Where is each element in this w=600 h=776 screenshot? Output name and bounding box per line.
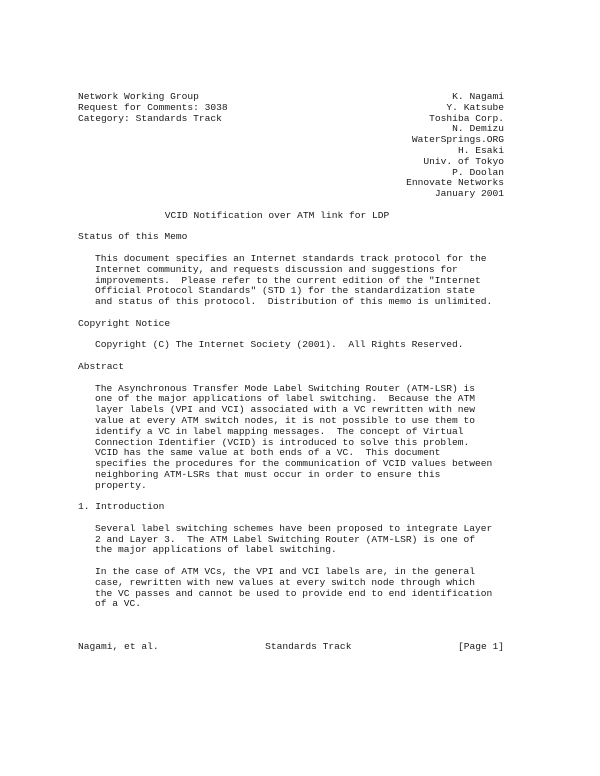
status-paragraph <box>78 254 504 308</box>
header-right-line: P. Doolan <box>452 166 504 178</box>
section-heading-introduction: 1. Introduction <box>78 501 165 513</box>
header-right-line: Toshiba Corp. <box>429 112 504 124</box>
footer-category: Standards Track <box>265 641 352 652</box>
header-left-line: Request for Comments: 3038 <box>78 101 228 113</box>
header-left-line: Category: Standards Track <box>78 112 222 124</box>
document-title: VCID Notification over ATM link for LDP <box>164 209 390 221</box>
header-right-line: N. Demizu <box>452 123 504 135</box>
header-right-line: WaterSprings.ORG <box>411 134 504 146</box>
header-row <box>78 103 504 114</box>
header-right-line: Ennovate Networks <box>406 177 504 189</box>
text-line: the major applications of label switching. <box>95 544 337 556</box>
text-line: and status of this protocol. Distribution of this memo is unlimited. <box>95 296 493 308</box>
text-line: In the case of ATM VCs, the VPI and VCI labels are, in the general <box>95 566 475 578</box>
text-line: Copyright (C) The Internet Society (2001). All Rights Reserved. <box>95 339 464 351</box>
section-heading-copyright: Copyright Notice <box>78 317 171 329</box>
header-right-line: January 2001 <box>434 188 504 200</box>
header-row <box>78 114 504 125</box>
footer-page-number: [Page 1] <box>457 641 504 652</box>
header-right-line: K. Nagami <box>452 91 504 102</box>
text-line: one of the major applications of label switching. Because the ATM <box>95 393 475 405</box>
page-footer <box>78 642 504 653</box>
text-line: neighboring ATM-LSRs that must occur in order to ensure this <box>95 468 441 480</box>
text-line: specifies the procedures for the communication of VCID values between <box>95 458 493 470</box>
text-line: the VC passes and cannot be used to provide end to end identification <box>95 587 493 599</box>
footer-authors: Nagami, et al. <box>78 641 159 652</box>
header-right-line: Y. Katsube <box>446 101 504 113</box>
text-line: The Asynchronous Transfer Mode Label Switching Router (ATM-LSR) is <box>95 382 475 394</box>
header-right-line: H. Esaki <box>457 144 504 156</box>
text-line: of a VC. <box>95 598 142 610</box>
text-line: property. <box>95 479 147 491</box>
section-heading-status: Status of this Memo <box>78 231 188 243</box>
text-line: This document specifies an Internet standards track protocol for the <box>95 252 487 264</box>
rfc-page <box>78 92 504 610</box>
text-line: identify a VC in label mapping messages. The concept of Virtual <box>95 425 464 437</box>
introduction-paragraph-1 <box>78 524 504 556</box>
text-line: 2 and Layer 3. The ATM Label Switching Router (ATM-LSR) is one of <box>95 533 475 545</box>
header-right-line: Univ. of Tokyo <box>423 155 504 167</box>
text-line: Connection Identifier (VCID) is introduced to solve this problem. <box>95 436 470 448</box>
introduction-paragraph-2 <box>78 567 504 610</box>
text-line: layer labels (VPI and VCI) associated with a VC rewritten with new <box>95 404 475 416</box>
text-line: VCID has the same value at both ends of a VC. This document <box>95 447 441 459</box>
copyright-paragraph <box>78 340 504 351</box>
header-block <box>78 92 504 200</box>
text-line: improvements. Please refer to the current edition of the "Internet <box>95 274 481 286</box>
section-heading-abstract: Abstract <box>78 360 125 372</box>
text-line: Several label switching schemes have been proposed to integrate Layer <box>95 522 493 534</box>
abstract-paragraph <box>78 384 504 492</box>
text-line: Official Protocol Standards" (STD 1) for the standardization state <box>95 285 475 297</box>
text-line: Internet community, and requests discussion and suggestions for <box>95 263 458 275</box>
text-line: case, rewritten with new values at every switch node through which <box>95 576 475 588</box>
text-line: value at every ATM switch nodes, it is not possible to use them to <box>95 414 475 426</box>
header-left-line: Network Working Group <box>78 91 199 102</box>
